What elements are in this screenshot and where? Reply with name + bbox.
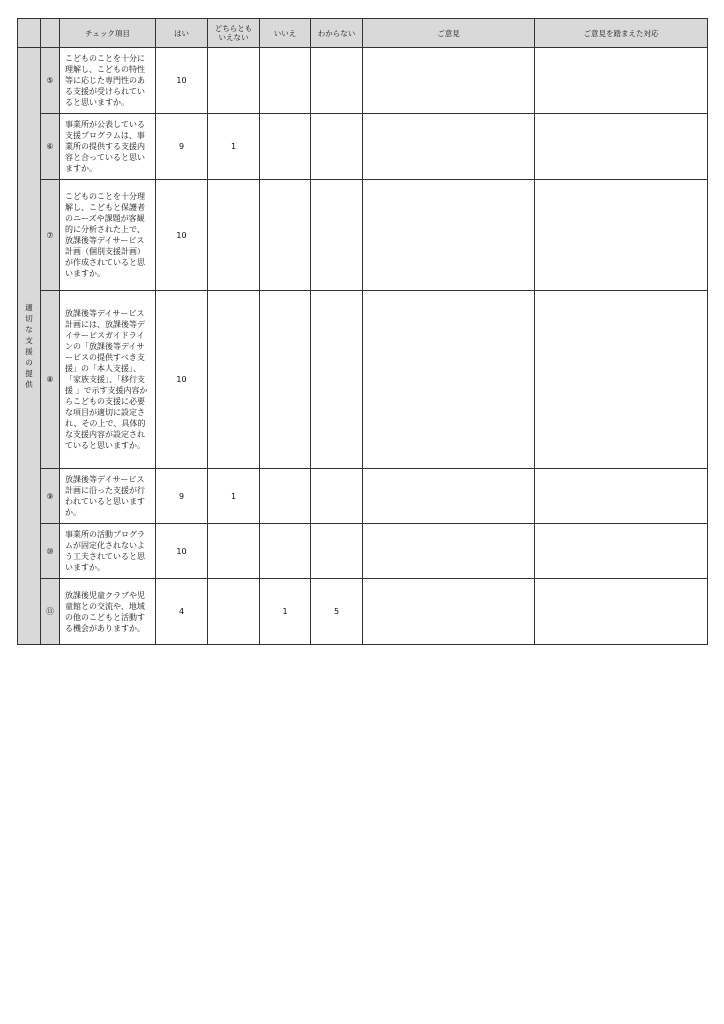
table-row: [18, 114, 708, 180]
response-cell: [535, 579, 708, 645]
item-number: ⑩: [41, 524, 60, 579]
item-number: ⑥: [41, 114, 60, 180]
category-label: 適切な支援の提供: [25, 303, 33, 389]
header-unknown: わからない: [311, 19, 363, 48]
header-check-item: チェック項目: [60, 19, 156, 48]
opinion-cell: [363, 114, 535, 180]
evaluation-table: [17, 18, 708, 645]
unknown-count: [311, 48, 363, 114]
yes-count: 9: [156, 114, 208, 180]
header-neither: どちらとも いえない: [208, 19, 260, 48]
yes-count: 10: [156, 180, 208, 291]
neither-count: [208, 180, 260, 291]
neither-count: [208, 48, 260, 114]
header-row: [18, 19, 708, 48]
question-text: 放課後等デイサービス計画に沿った支援が行われていると思いますか。: [60, 469, 156, 524]
no-count: [260, 291, 311, 469]
no-count: [260, 524, 311, 579]
no-count: [260, 48, 311, 114]
header-blank-number: [41, 19, 60, 48]
header-opinion: ご意見: [363, 19, 535, 48]
table-row: [18, 291, 708, 469]
question-text: 事業所が公表している支援プログラムは、事業所の提供する支援内容と合っていると思いますか。: [60, 114, 156, 180]
opinion-cell: [363, 291, 535, 469]
header-yes: はい: [156, 19, 208, 48]
response-cell: [535, 524, 708, 579]
opinion-cell: [363, 48, 535, 114]
yes-count: 10: [156, 524, 208, 579]
neither-count: 1: [208, 469, 260, 524]
header-response: ご意見を踏まえた対応: [535, 19, 708, 48]
item-number: ⑨: [41, 469, 60, 524]
neither-count: 1: [208, 114, 260, 180]
question-text: 事業所の活動プログラムが固定化されないよう工夫されていると思いますか。: [60, 524, 156, 579]
question-text: 放課後児童クラブや児童館との交流や、地域の他のこどもと活動する機会がありますか。: [60, 579, 156, 645]
response-cell: [535, 114, 708, 180]
item-number: ⑤: [41, 48, 60, 114]
opinion-cell: [363, 524, 535, 579]
response-cell: [535, 180, 708, 291]
question-text: 放課後等デイサービス計画には、放課後等デイサービスガイドラインの「放課後等デイサービスの提供すべき支援」の「本人支援」、「家族支援」、「移行支援 」で示す支援内容からこどもの支援に必要な項目が適切に設定され、その上で、具体的な支援内容が設定されていると思いますか。: [60, 291, 156, 469]
question-text: こどものことを十分に理解し、こどもの特性等に応じた専門性のある支援が受けられていると思いますか。: [60, 48, 156, 114]
table-row: [18, 579, 708, 645]
unknown-count: [311, 291, 363, 469]
yes-count: 4: [156, 579, 208, 645]
category-cell: [18, 48, 41, 645]
header-blank-category: [18, 19, 41, 48]
unknown-count: 5: [311, 579, 363, 645]
unknown-count: [311, 114, 363, 180]
item-number: ⑦: [41, 180, 60, 291]
yes-count: 9: [156, 469, 208, 524]
unknown-count: [311, 469, 363, 524]
item-number: ⑪: [41, 579, 60, 645]
no-count: 1: [260, 579, 311, 645]
no-count: [260, 180, 311, 291]
question-text: こどものことを十分理解し、こどもと保護者のニーズや課題が客観的に分析された上で、放課後等デイサービス計画（個別支援計画）が作成されていると思いますか。: [60, 180, 156, 291]
neither-count: [208, 291, 260, 469]
yes-count: 10: [156, 48, 208, 114]
no-count: [260, 469, 311, 524]
table-row: [18, 469, 708, 524]
opinion-cell: [363, 579, 535, 645]
neither-count: [208, 524, 260, 579]
table-row: [18, 524, 708, 579]
response-cell: [535, 469, 708, 524]
header-no: いいえ: [260, 19, 311, 48]
table-row: [18, 180, 708, 291]
opinion-cell: [363, 469, 535, 524]
response-cell: [535, 48, 708, 114]
neither-count: [208, 579, 260, 645]
opinion-cell: [363, 180, 535, 291]
yes-count: 10: [156, 291, 208, 469]
item-number: ⑧: [41, 291, 60, 469]
unknown-count: [311, 524, 363, 579]
table-row: [18, 48, 708, 114]
unknown-count: [311, 180, 363, 291]
no-count: [260, 114, 311, 180]
response-cell: [535, 291, 708, 469]
